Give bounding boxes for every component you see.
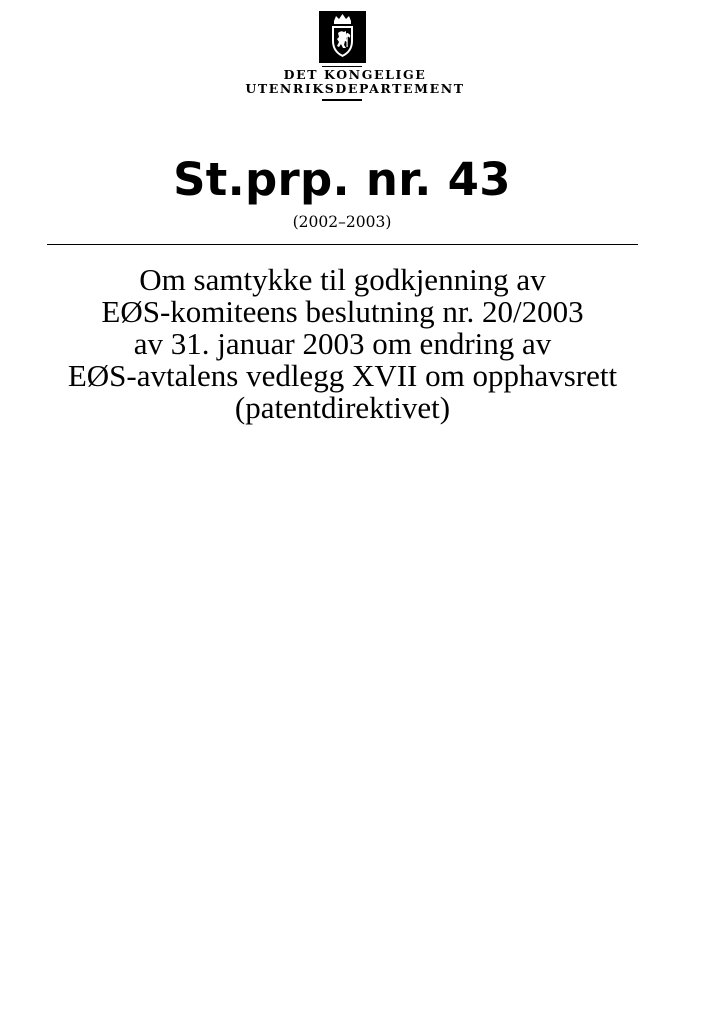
coat-of-arms-icon xyxy=(319,11,366,63)
document-subject xyxy=(20,264,665,424)
title-divider xyxy=(47,244,638,245)
subject-line: (patentdirektivet) xyxy=(234,390,451,425)
session-years: (2002–2003) xyxy=(292,213,392,231)
subject-line: av 31. januar 2003 om endring av xyxy=(133,326,552,361)
subject-line: EØS-komiteens beslutning nr. 20/2003 xyxy=(101,294,584,329)
ministry-underline-rule xyxy=(322,99,362,101)
subject-line: EØS-avtalens vedlegg XVII om opphavsrett xyxy=(67,358,618,393)
ministry-name-line-1: DET KONGELIGE xyxy=(283,67,427,82)
document-title: St.prp. nr. 43 xyxy=(173,153,511,206)
subject-line: Om samtykke til godkjenning av xyxy=(139,262,546,297)
ministry-name-line-2: UTENRIKSDEPARTEMENT xyxy=(245,81,465,96)
